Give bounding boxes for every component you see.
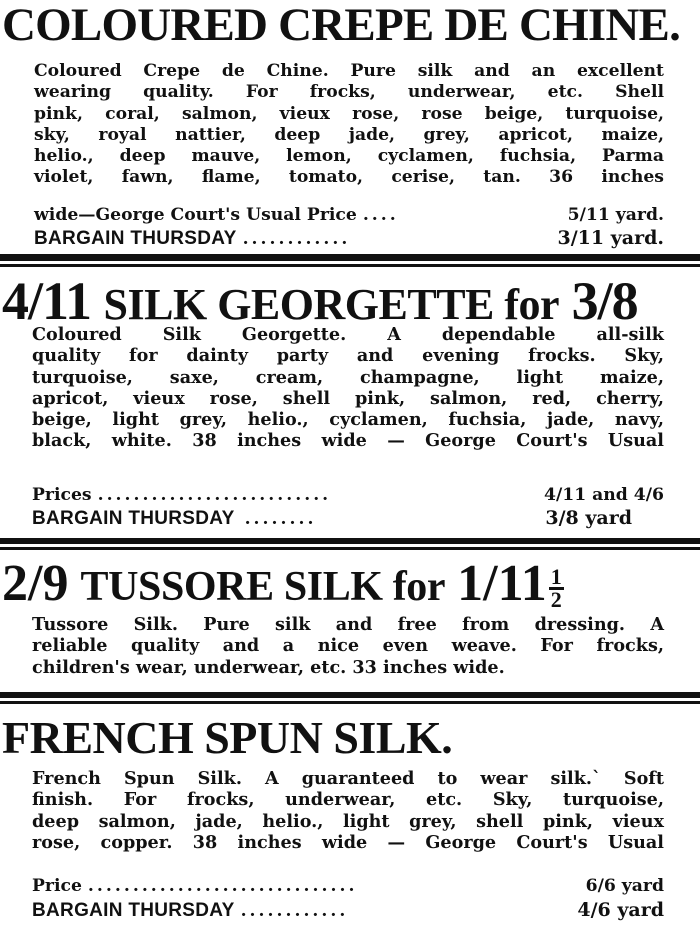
tussore-line-2: reliable quality and a nice even weave. For frocks, [32,635,664,657]
divider-rule [0,264,700,267]
leader-dots: ........ [244,509,317,529]
georgette-line-4: apricot, vieux rose, shell pink, salmon, red, cherry, [32,387,664,409]
leader-dots: ............ [240,901,349,921]
leader-dots: .............................. [87,876,358,896]
headline-silk-georgette [2,271,638,331]
divider-rule [0,538,700,544]
georgette-usual-price: 4/11 and 4/6 [544,485,664,505]
georgette-bargain-price: 3/8 yard [545,507,632,529]
french-spun-usual-price-row [32,876,664,897]
crepe-line-3: pink, coral, salmon, vieux rose, rose beige, turquoise, [34,103,664,124]
french-spun-line-1: French Spun Silk. A guaranteed to wear silk.` Soft [32,768,664,789]
divider-rule [0,701,700,704]
tussore-headline-text: TUSSORE SILK for [80,564,446,610]
french-spun-bargain-row [32,900,664,922]
fraction-numerator: 1 [550,564,562,590]
tussore-line-3: children's wear, underwear, etc. 33 inches wide. [32,656,505,678]
crepe-line-2: wearing quality. For frocks, underwear, etc. Shell [34,82,664,103]
crepe-bargain-row [34,228,664,250]
french-spun-line-4: rose, copper. 38 inches wide — George Court's Usual [32,831,664,853]
fraction-denominator: 2 [550,587,562,613]
divider-rule [0,547,700,550]
headline-coloured-crepe-de-chine: COLOURED CREPE DE CHINE. [2,0,681,51]
crepe-line-5: helio., deep mauve, lemon, cyclamen, fuchsia, Parma [34,146,664,167]
crepe-description [34,61,664,189]
georgette-usual-price-label: Prices [32,485,92,505]
headline-tussore-silk [2,555,564,613]
leader-dots: .... [362,205,399,225]
leader-dots: ............ [242,229,351,249]
bargain-thursday-label: BARGAIN THURSDAY [32,900,235,921]
crepe-bargain-price: 3/11 yard. [557,227,664,249]
crepe-line-4: sky, royal nattier, deep jade, grey, apricot, maize, [34,124,664,145]
georgette-description [32,324,664,452]
bargain-thursday-label: BARGAIN THURSDAY [32,508,235,529]
georgette-sale-price: 3/8 [571,271,638,331]
georgette-line-3: turquoise, saxe, cream, champagne, light maize, [32,366,664,388]
divider-rule [0,254,700,261]
tussore-line-1: Tussore Silk. Pure silk and free from dressing. A [32,614,664,635]
georgette-line-1: Coloured Silk Georgette. A dependable all-silk [32,324,664,345]
headline-french-spun-silk: FRENCH SPUN SILK. [2,712,453,763]
georgette-line-5: beige, light grey, helio., cyclamen, fuchsia, jade, navy, [32,409,664,431]
tussore-sale-price: 1/11 [457,555,547,612]
crepe-line-1: Coloured Crepe de Chine. Pure silk and an excellent [34,61,664,81]
georgette-usual-price-row [32,485,664,506]
tussore-was-price: 2/9 [2,555,69,612]
french-spun-usual-price-label: Price [32,876,82,896]
french-spun-usual-price: 6/6 yard [585,876,664,896]
leader-dots: .......................... [97,485,332,505]
bargain-thursday-label: BARGAIN THURSDAY [34,228,237,249]
french-spun-line-3: deep salmon, jade, helio., light grey, shell pink, vieux [32,810,664,832]
georgette-headline-text: SILK GEORGETTE for [103,280,560,329]
tussore-description [32,614,664,678]
crepe-line-6: violet, fawn, flame, tomato, cerise, tan. 36 inches [34,167,664,188]
french-spun-description [32,768,664,853]
french-spun-bargain-price: 4/6 yard [577,899,664,921]
georgette-bargain-row [32,508,632,530]
divider-rule [0,692,700,698]
crepe-usual-price: 5/11 yard. [567,205,664,225]
georgette-line-6: black, white. 38 inches wide — George Court's Usual [32,430,664,452]
georgette-was-price: 4/11 [2,271,92,331]
french-spun-line-2: finish. For frocks, underwear, etc. Sky, turquoise, [32,789,664,811]
crepe-usual-price-label: wide—George Court's Usual Price [34,205,357,225]
crepe-usual-price-row [34,205,664,226]
one-half-fraction [549,564,564,613]
georgette-line-2: quality for dainty party and evening frocks. Sky, [32,345,664,367]
